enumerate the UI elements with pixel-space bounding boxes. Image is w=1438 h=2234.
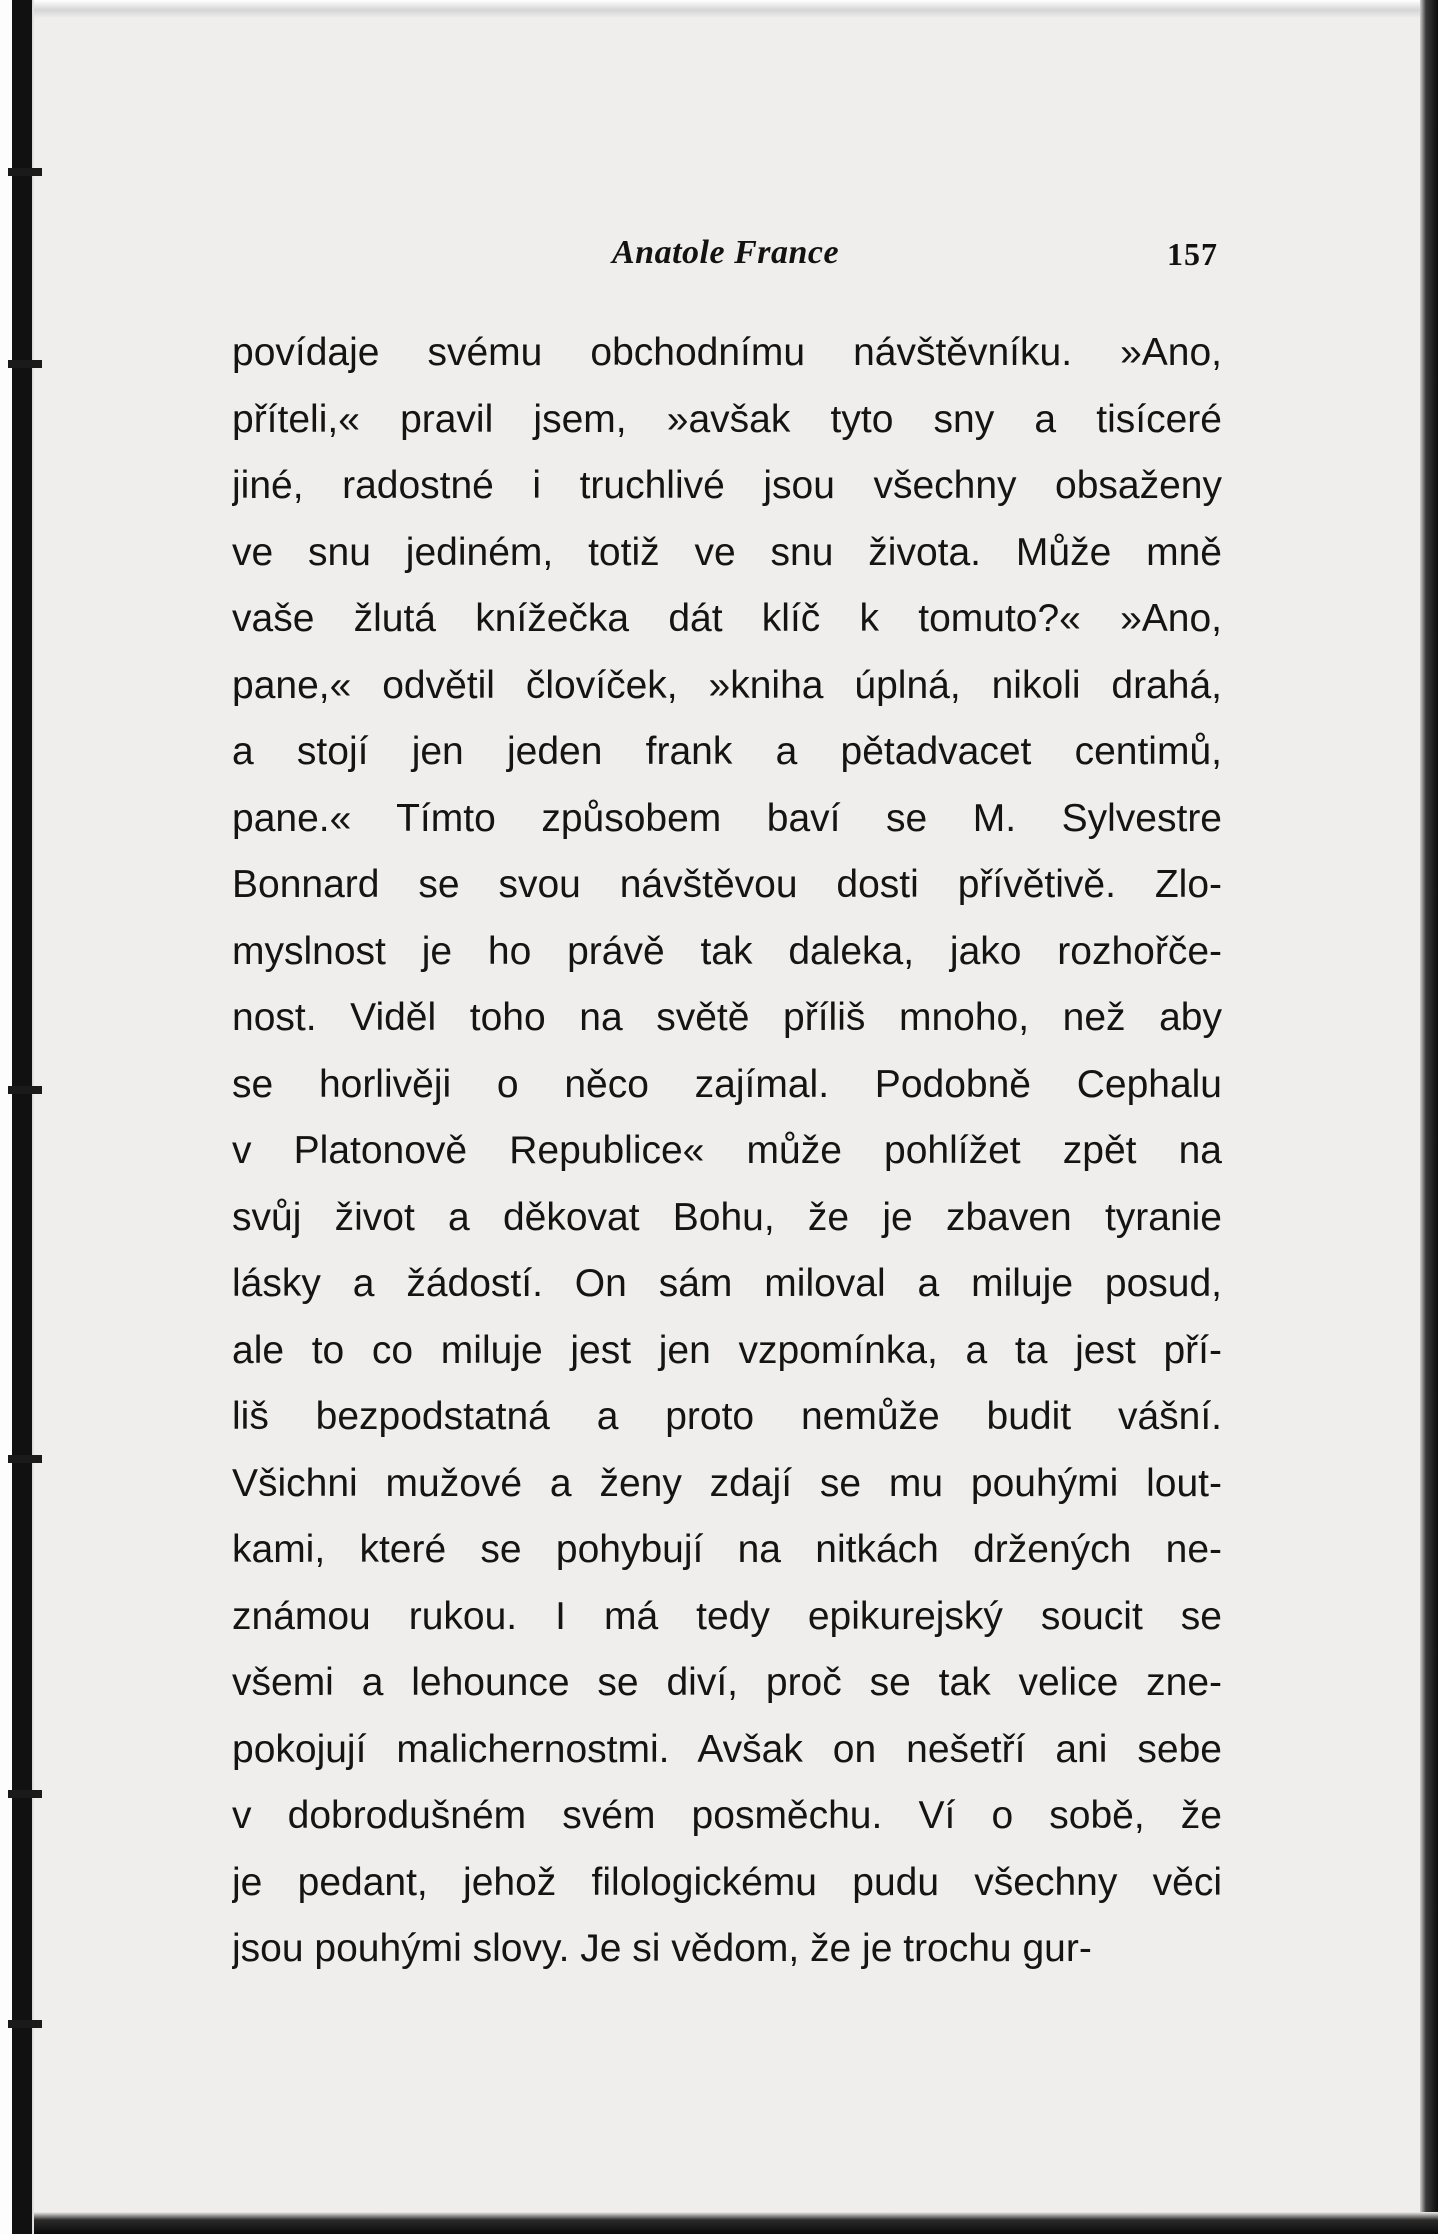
running-title: Anatole France xyxy=(612,234,840,271)
binding-mark xyxy=(8,1455,42,1463)
text-line: pokojují malichernostmi. Avšak on nešetří ani sebe xyxy=(232,1727,1222,1771)
text-line: příteli,« pravil jsem, »avšak tyto sny a tisíceré xyxy=(232,397,1222,441)
text-line: a stojí jen jeden frank a pětadvacet centimů, xyxy=(232,730,1222,773)
binding-mark xyxy=(8,2020,42,2028)
text-line: myslnost je ho právě tak daleka, jako rozhořče- xyxy=(232,929,1222,973)
text-line: pane,« odvětil človíček, »kniha úplná, nikoli drahá, xyxy=(232,663,1222,707)
text-line: se horlivěji o něco zajímal. Podobně Cephalu xyxy=(232,1062,1222,1106)
text-line: jsou pouhými slovy. Je si vědom, že je trochu gur- xyxy=(232,1927,1092,1970)
text-line: v Platonově Republice« může pohlížet zpět na xyxy=(232,1129,1222,1172)
binding-mark xyxy=(8,1790,42,1798)
text-line: Bonnard se svou návštěvou dosti přívětivě. Zlo- xyxy=(232,863,1222,906)
text-line: povídaje svému obchodnímu návštěvníku. »Ano, xyxy=(232,331,1222,374)
binding-mark xyxy=(8,360,42,368)
page-number: 157 xyxy=(1167,236,1218,272)
text-line: nost. Viděl toho na světě příliš mnoho, než aby xyxy=(232,996,1222,1039)
binding-edge xyxy=(0,0,34,2234)
body-text xyxy=(232,320,1222,1983)
text-line: známou rukou. I má tedy epikurejský soucit se xyxy=(232,1594,1222,1638)
text-line: pane.« Tímto způsobem baví se M. Sylvestre xyxy=(232,796,1222,840)
text-line: v dobrodušném svém posměchu. Ví o sobě, že xyxy=(232,1794,1222,1837)
text-line: ve snu jediném, totiž ve snu života. Může mně xyxy=(232,530,1222,574)
scan-right-edge xyxy=(1420,0,1438,2234)
scan-top-edge xyxy=(34,0,1420,18)
text-line: všemi a lehounce se diví, proč se tak velice zne- xyxy=(232,1661,1222,1704)
text-line: svůj život a děkovat Bohu, že je zbaven tyranie xyxy=(232,1195,1222,1239)
text-line: Všichni mužové a ženy zdají se mu pouhými lout- xyxy=(232,1461,1222,1505)
text-line: vaše žlutá knížečka dát klíč k tomuto?« »Ano, xyxy=(232,597,1222,640)
running-header xyxy=(232,232,1218,288)
binding-mark xyxy=(8,1086,42,1094)
text-line: kami, které se pohybují na nitkách držených ne- xyxy=(232,1528,1222,1571)
binding-mark xyxy=(8,168,42,176)
text-line: je pedant, jehož filologickému pudu všechny věci xyxy=(232,1860,1222,1904)
text-line: ale to co miluje jest jen vzpomínka, a ta jest pří- xyxy=(232,1328,1222,1372)
text-line: jiné, radostné i truchlivé jsou všechny obsaženy xyxy=(232,464,1222,507)
scan-bottom-edge xyxy=(34,2212,1438,2234)
text-line: liš bezpodstatná a proto nemůže budit vášní. xyxy=(232,1395,1222,1438)
text-line: lásky a žádostí. On sám miloval a miluje posud, xyxy=(232,1262,1222,1305)
